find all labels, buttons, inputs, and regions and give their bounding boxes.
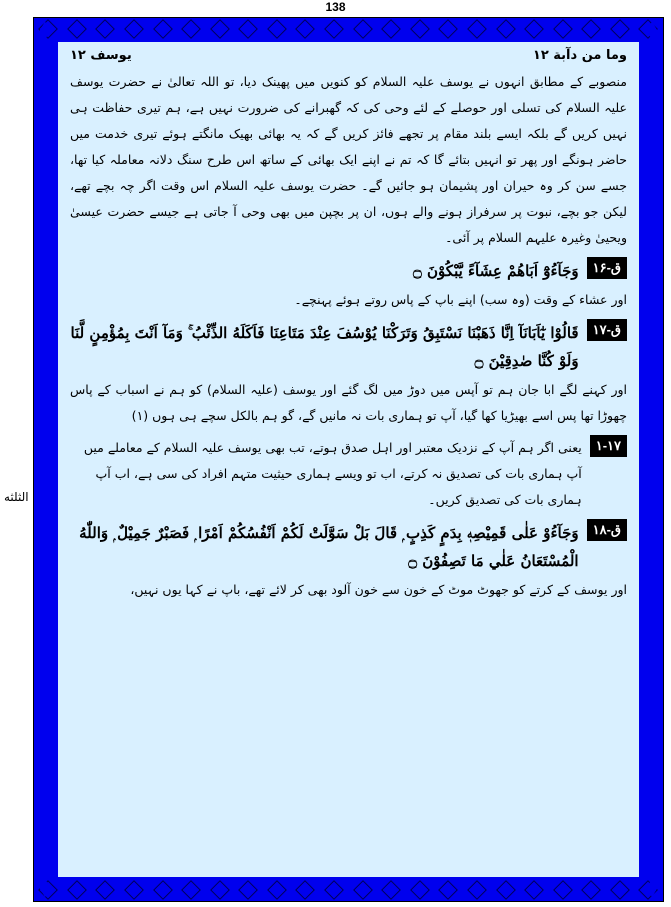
verse-18 [70, 519, 627, 575]
verse-number: ق-۱۸ [587, 519, 627, 541]
verse-arabic: وَجَآءُوْٓ اَبَاهُمْ عِشَآءً يَّبْكُوْنَ ۝ [413, 262, 579, 280]
footnote-text: یعنی اگر ہم آپ کے نزدیک معتبر اور اہل صدق ہوتے، تب بھی یوسف علیہ السلام کے معاملے میں آپ ہماری بات کی تصدیق نہ کرتے، اب تو ویسے ہماری حیثیت متہم افراد کی سی ہے، اب آپ ہماری بات کی تصدیق کریں۔ [83, 440, 582, 507]
footnote-number: ۱-۱۷ [590, 435, 627, 457]
verse-16 [70, 257, 627, 285]
decorative-frame [33, 17, 664, 902]
page-number: 138 [325, 0, 346, 14]
footnote [70, 435, 627, 513]
verse-translation: اور عشاء کے وقت (وہ سب) اپنے باپ کے پاس روتے ہوئے پہنچے۔ [294, 292, 627, 307]
verse-translation: اور کہنے لگے ابا جان ہم تو آپس میں دوڑ میں لگ گئے اور یوسف (علیہ السلام) کو ہم نے اسباب کے پاس چھوڑا تھا پس اسے بھیڑیا کھا گیا، آپ تو ہماری بات نہ مانیں گے، گو ہم بالکل سچے ہی ہوں (۱) [70, 382, 627, 423]
verse-translation: اور یوسف کے کرتے کو جھوٹ موٹ کے خون سے خون آلود بھی کر لائے تھے، باپ نے کہا یوں نہیں، [130, 582, 627, 597]
side-marker: الثلثه [0, 488, 33, 506]
right-diamond-border [641, 18, 663, 901]
verse-arabic: وَجَآءُوْ عَلٰى قَمِيْصِهٖ بِدَمٍ كَذِبٍ ۭ قَالَ بَلْ سَوَّلَتْ لَكُمْ اَنْفُسُكُمْ اَمْرًا ۭ فَصَبْرٌ جَمِيْلٌ ۭ وَاللّٰهُ الْمُسْتَعَانُ عَلٰي مَا تَصِفُوْنَ ۝ [79, 524, 579, 570]
left-diamond-border [34, 18, 56, 901]
bottom-diamond-border [34, 879, 663, 901]
header-left: یوسف ۱۲ [70, 48, 132, 63]
running-header [70, 48, 627, 63]
verse-arabic: قَالُوْا يٰٓاَبَانَآ اِنَّا ذَهَبْنَا نَسْتَبِقُ وَتَرَكْنَا يُوْسُفَ عِنْدَ مَتَاعِنَا فَاَكَلَهُ الذِّئْبُ ۚ وَمَآ اَنْتَ بِمُؤْمِنٍ لَّنَا وَلَوْ كُنَّا صٰدِقِيْنَ ۝ [70, 324, 579, 370]
verse-number: ق-۱۶ [587, 257, 627, 279]
header-right: وما من دآبة ۱۲ [532, 48, 627, 63]
page-content [58, 42, 639, 877]
verse-17 [70, 319, 627, 375]
commentary-paragraph: منصوبے کے مطابق انہوں نے یوسف علیہ السلام کو کنویں میں پھینک دیا، تو اللہ تعالیٰ نے حضرت یوسف علیہ السلام کی تسلی اور حوصلے کے لئے وحی کی کہ گھبرانے کی ضرورت نہیں ہے، ہم تیری حفاظت ہی نہیں کریں گے بلکہ ایسے بلند مقام پر تجھے فائز کریں گے کہ یہ بھائی بھیک مانگتے ہوئے تیری خدمت میں حاضر ہونگے اور پھر تو انہیں بتائے گا کہ تم نے اپنے ایک بھائی کے ساتھ اس طرح سنگ دلانہ معاملہ کیا تھا، جسے سن کر وہ حیران اور پشیمان ہو جائیں گے۔ حضرت یوسف علیہ السلام اس وقت اگر چہ بچے تھے، لیکن جو بچے، نبوت پر سرفراز ہونے والے ہوں، ان پر بچپن میں بھی وحی آ جاتی ہے جیسے حضرت عیسیٰ ویحییٰ وغیرہ علیہم السلام پر آئی۔ [70, 74, 627, 245]
verse-number: ق-۱۷ [587, 319, 627, 341]
top-diamond-border [34, 18, 663, 40]
